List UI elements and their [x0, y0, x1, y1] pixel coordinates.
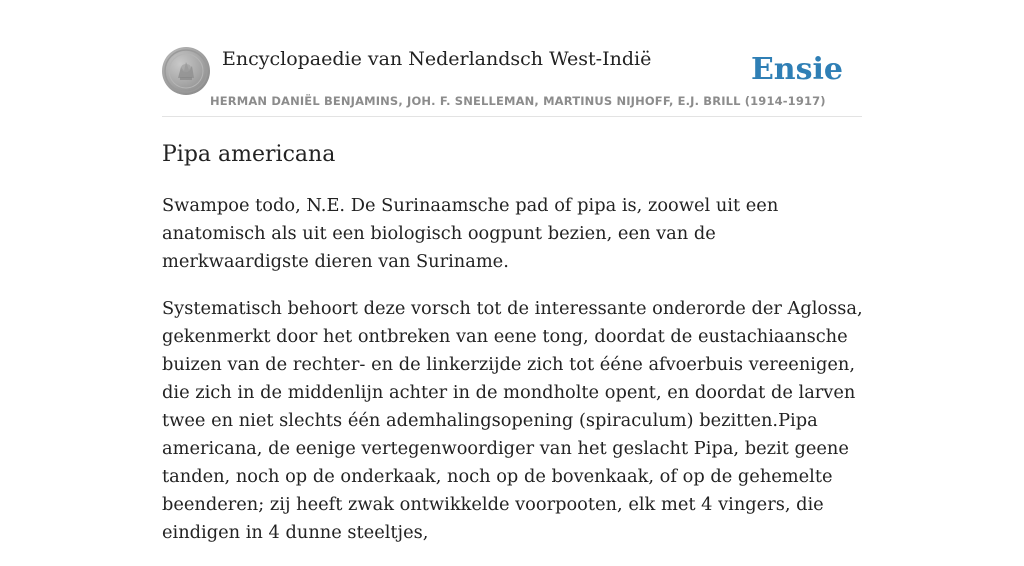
header [162, 47, 862, 117]
article-paragraph: Systematisch behoort deze vorsch tot de interessante onderorde der Aglossa, gekenmerkt door het ontbreken van eene tong, doordat de eustachiaansche buizen van de rechter- en de linkerzijde zich tot ééne afvoerbuis vereenigen, die zich in de middenlijn achter in de mondholte opent, en doordat de larven twee en niet slechts één ademhalingsopening (spiraculum) bezitten.Pipa americana, de eenige vertegenwoordiger van het geslacht Pipa, bezit geene tanden, noch op de onderkaak, noch op de bovenkaak, of op de gehemelte beenderen; zij heeft zwak ontwikkelde voorpooten, elk met 4 vingers, die eindigen in 4 dunne steeltjes, [162, 298, 863, 543]
article-body [162, 192, 867, 566]
book-title[interactable]: Encyclopaedie van Nederlandsch West-Indië [222, 48, 652, 70]
article-title: Pipa americana [162, 142, 336, 167]
article-paragraph: Swampoe todo, N.E. De Surinaamsche pad of pipa is, zoowel uit een anatomisch als uit een biologisch oogpunt bezien, een van de merkwaardigste dieren van Suriname. [162, 195, 779, 272]
coin-seal-icon[interactable] [162, 47, 210, 95]
authors-byline: HERMAN DANIËL BENJAMINS, JOH. F. SNELLEMAN, MARTINUS NIJHOFF, E.J. BRILL (1914-1917) [210, 94, 826, 108]
ensie-logo[interactable]: Ensie [750, 52, 843, 87]
